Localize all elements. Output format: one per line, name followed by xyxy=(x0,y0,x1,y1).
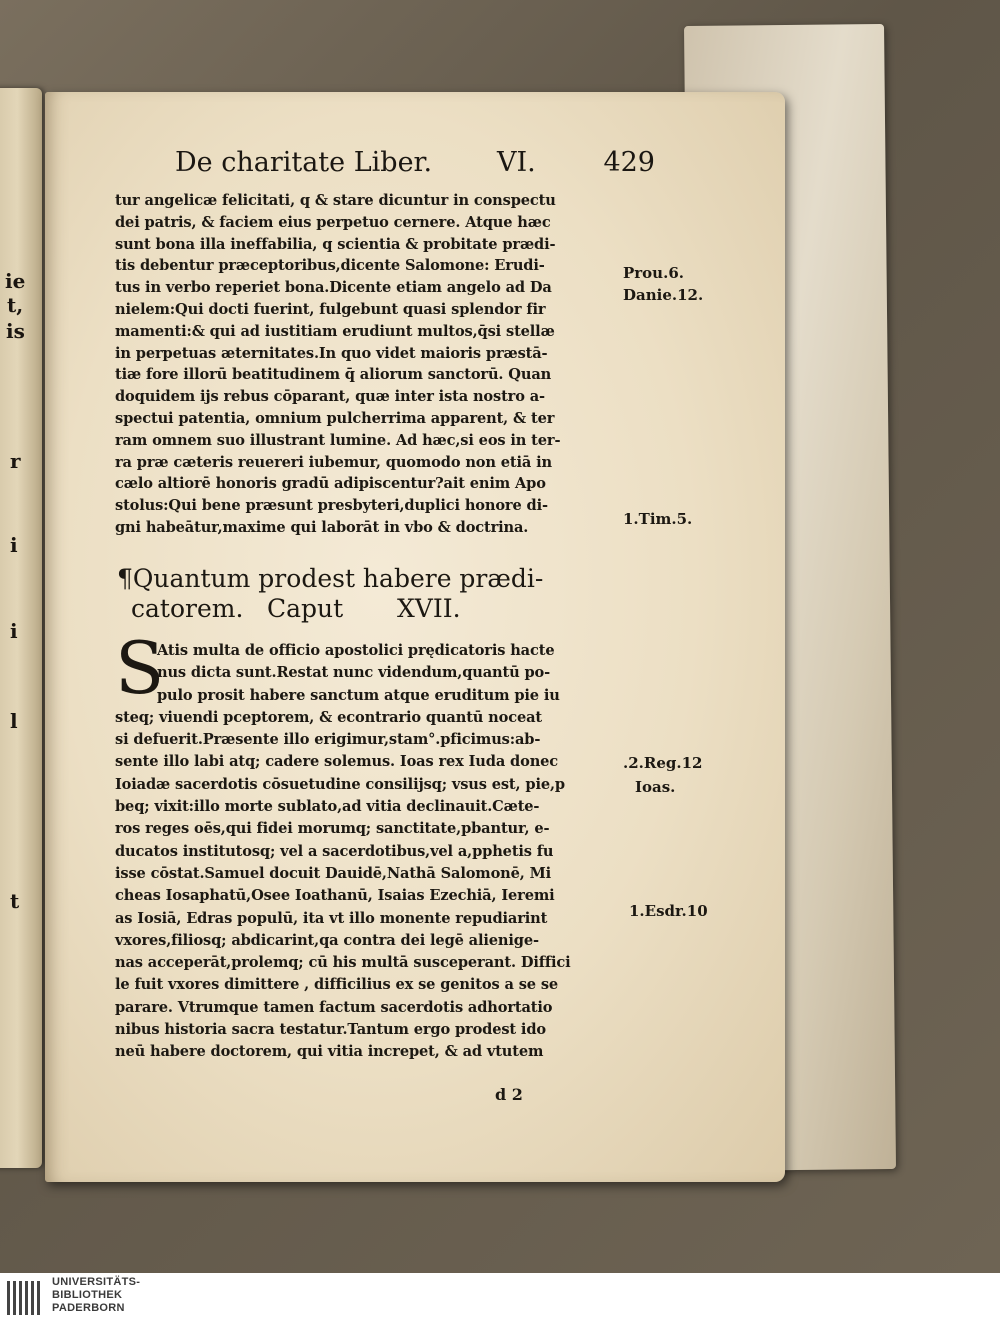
running-header xyxy=(175,147,655,178)
folio-number: 429 xyxy=(603,147,655,178)
body-text-part2 xyxy=(115,640,630,1064)
text-line: steq; viuendi pceptorem, & econtrario quantū noceat xyxy=(115,708,542,726)
left-page-edge xyxy=(0,88,42,1168)
text-line: ros reges oēs,qui fidei morumq; sanctitate,pbantur, e- xyxy=(115,820,550,838)
text-line: ram omnem suo illustrant lumine. Ad hæc,si eos in ter- xyxy=(115,431,561,449)
text-line: ducatos institutosq; vel a sacerdotibus,vel a,pphetis fu xyxy=(115,842,554,860)
drop-cap-initial: S xyxy=(115,626,165,710)
text-line: gni habeātur,maxime qui laborāt in vbo & doctrina. xyxy=(115,518,529,536)
text-line: stolus:Qui bene præsunt presbyteri,duplici honore di- xyxy=(115,497,548,515)
library-name-line: BIBLIOTHEK xyxy=(52,1289,123,1301)
text-line: dei patris, & faciem eius perpetuo cernere. Atque hæc xyxy=(115,213,551,231)
book-page xyxy=(45,92,785,1182)
margin-note-prou: Prou.6. xyxy=(623,264,684,282)
text-line: nus dicta sunt.Restat nunc videndum,quantū po- xyxy=(157,664,551,682)
text-line: parare. Vtrumque tamen factum sacerdotis adhortatio xyxy=(115,998,553,1016)
left-fragment: i xyxy=(10,619,18,643)
running-title: De charitate Liber. xyxy=(175,147,433,178)
text-line: in perpetuas æternitates.In quo videt maioris præstā- xyxy=(115,344,548,362)
library-footer xyxy=(0,1273,1000,1323)
margin-note-ioas: Ioas. xyxy=(635,778,676,796)
text-line: tiæ fore illorū beatitudinem q̄ aliorum sanctorū. Quan xyxy=(115,366,552,384)
text-line: nielem:Qui docti fuerint, fulgebunt quasi splendor fir xyxy=(115,300,546,318)
text-line: tus in verbo reperiet bona.Dicente etiam angelo ad Da xyxy=(115,279,552,297)
text-line: Ioiadæ sacerdotis cōsuetudine consilijsq; vsus est, pie,p xyxy=(115,775,565,793)
left-fragment: ie xyxy=(5,269,26,293)
text-line: tur angelicæ felicitati, q & stare dicuntur in conspectu xyxy=(115,192,556,209)
text-line: cælo altiorē honoris gradū adipiscentur?ait enim Apo xyxy=(115,475,546,493)
chapter-heading-line1: ¶Quantum prodest habere prædi- xyxy=(117,564,544,593)
text-line: vxores,filiosq; abdicarint,qa contra dei legē alienige- xyxy=(115,931,539,949)
text-line: nibus historia sacra testatur.Tantum ergo prodest ido xyxy=(115,1021,546,1039)
left-fragment: t, xyxy=(7,293,24,317)
body-text-part1 xyxy=(115,190,630,539)
text-line: mamenti:& qui ad iustitiam erudiunt multos,q̄si stellæ xyxy=(115,322,555,340)
chapter-heading-number: XVII. xyxy=(397,594,461,623)
text-line: isse cōstat.Samuel docuit Dauidē,Nathā Salomonē, Mi xyxy=(115,864,552,882)
left-fragment: is xyxy=(6,319,25,343)
text-line: cheas Iosaphatū,Osee Ioathanū, Isaias Ezechiā, Ieremi xyxy=(115,887,555,905)
text-line: si defuerit.Præsente illo erigimur,stam°.pficimus:ab- xyxy=(115,731,541,749)
signature-mark: d 2 xyxy=(495,1085,523,1104)
left-fragment: l xyxy=(10,709,18,733)
margin-note-reg: .2.Reg.12 xyxy=(623,754,703,772)
library-logo-icon xyxy=(6,1279,46,1317)
chapter-heading xyxy=(117,564,637,624)
chapter-heading-word: catorem. xyxy=(131,594,244,623)
library-name-line: PADERBORN xyxy=(52,1302,125,1314)
library-name xyxy=(52,1276,140,1315)
text-line: neū habere doctorem, qui vitia increpet, & ad vtutem xyxy=(115,1043,544,1061)
text-line: Atis multa de officio apostolici prędicatoris hacte xyxy=(157,642,555,659)
left-fragment: r xyxy=(10,449,21,473)
margin-note-tim: 1.Tim.5. xyxy=(623,510,693,528)
text-line: pulo prosit habere sanctum atque eruditum pie iu xyxy=(157,686,560,704)
margin-note-danie: Danie.12. xyxy=(623,286,704,304)
library-name-line: UNIVERSITÄTS- xyxy=(52,1276,141,1288)
text-line: tis debentur præceptoribus,dicente Salomone: Erudi- xyxy=(115,257,545,275)
text-line: spectui patentia, omnium pulcherrima apparent, & ter xyxy=(115,409,555,427)
text-line: as Iosiā, Edras populū, ita vt illo monente repudiarint xyxy=(115,909,548,927)
text-line: nas acceperāt,prolemq; cū his multā susceperant. Diffici xyxy=(115,954,571,972)
text-line: le fuit vxores dimittere , difficilius ex se genitos a se se xyxy=(115,976,559,994)
margin-note-esdr: 1.Esdr.10 xyxy=(629,902,708,920)
text-line: doquidem ijs rebus cōparant, quæ inter ista nostro a- xyxy=(115,388,545,406)
text-line: beq; vixit:illo morte sublato,ad vitia declinauit.Cæte- xyxy=(115,798,540,816)
text-line: ra præ cæteris reuereri iubemur, quomodo non etiā in xyxy=(115,453,552,471)
left-fragment: i xyxy=(10,533,18,557)
chapter-heading-caput: Caput xyxy=(267,594,344,623)
left-fragment: t xyxy=(10,889,20,913)
text-line: sunt bona illa ineffabilia, q scientia & probitate prædi- xyxy=(115,235,556,253)
text-line: sente illo labi atq; cadere solemus. Ioas rex Iuda donec xyxy=(115,753,559,771)
book-number: VI. xyxy=(497,147,536,178)
